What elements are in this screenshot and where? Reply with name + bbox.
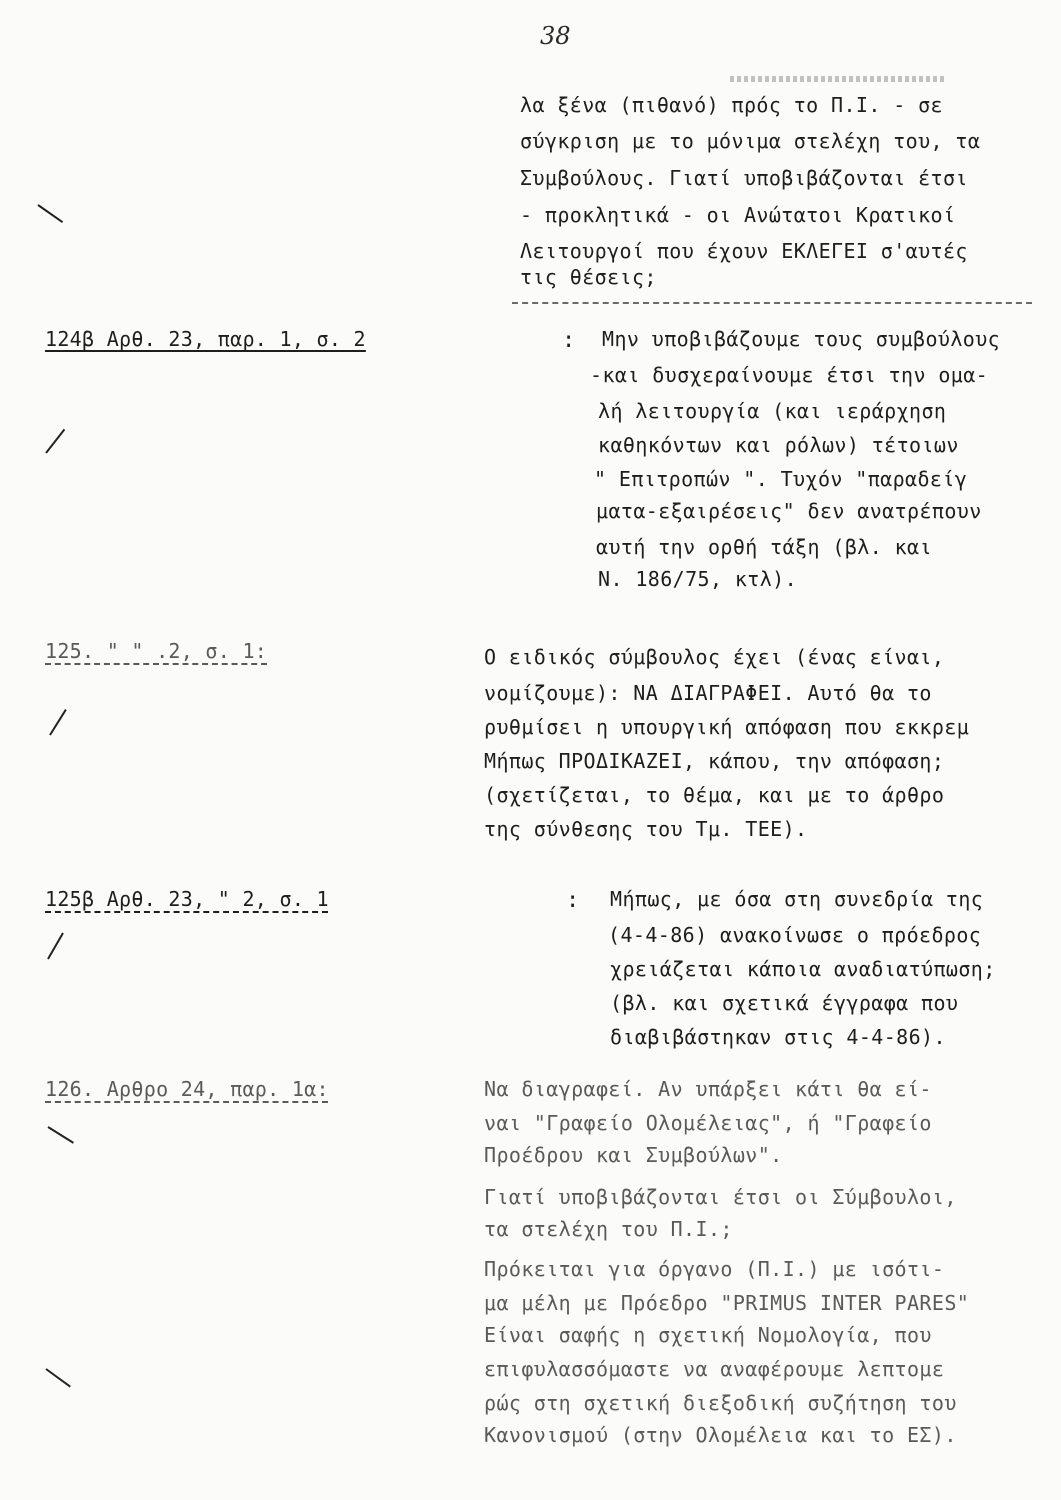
separator-rule — [512, 302, 1032, 304]
entry-text-line: Μήπως, με όσα στη συνεδρία της — [610, 887, 984, 911]
entry-text-line: " Επιτροπών ". Τυχόν "παραδείγ — [594, 467, 968, 491]
entry-reference-text: 124β Αρθ. 23, παρ. 1, σ. 2 — [45, 327, 366, 351]
entry-text-line: ναι "Γραφείο Ολομέλειας", ή "Γραφείο — [484, 1111, 932, 1135]
margin-check-mark — [47, 933, 64, 960]
entry-reference-text: 126. Αρθρο 24, παρ. 1α: — [45, 1077, 329, 1101]
top-text-line: σύγκριση με το μόνιμα στελέχη του, τα — [520, 129, 981, 153]
entry-reference — [45, 888, 329, 910]
top-text-line: Λειτουργοί που έχουν ΕΚΛΕΓΕΙ σ'αυτές — [520, 239, 968, 263]
entry-text-line: Προέδρου και Συμβούλων". — [484, 1143, 783, 1167]
entry-text-line: χρειάζεται κάποια αναδιατύπωση; — [610, 957, 996, 981]
margin-check-mark — [47, 1126, 74, 1144]
entry-text-line: καθηκόντων και ρόλων) τέτοιων — [598, 433, 959, 457]
entry-reference — [45, 640, 267, 662]
entry-text-line: ρυθμίσει η υπουργική απόφαση που εκκρεμ — [484, 715, 970, 739]
margin-check-mark — [49, 709, 67, 736]
top-text-line: λα ξένα (πιθανό) πρός το Π.Ι. - σε — [520, 93, 943, 117]
entry-text-line: μα μέλη με Πρόεδρο "PRIMUS INTER PARES" — [484, 1291, 970, 1315]
margin-check-mark — [37, 204, 63, 223]
entry-text-line: Ο ειδικός σύμβουλος έχει (ένας είναι, — [484, 645, 945, 669]
entry-text-line: ρώς στη σχετική διεξοδική συζήτηση του — [484, 1391, 957, 1415]
entry-reference — [45, 1078, 329, 1100]
entry-text-line: της σύνθεσης του Τμ. ΤΕΕ). — [484, 817, 808, 841]
entry-reference — [45, 328, 366, 350]
entry-text-line: (4-4-86) ανακοίνωσε ο πρόεδρος — [608, 923, 982, 947]
entry-text-line: Κανονισμού (στην Ολομέλεια και το ΕΣ). — [484, 1423, 957, 1447]
entry-text-line: τα στελέχη του Π.Ι.; — [484, 1217, 733, 1241]
entry-text-line: ματα-εξαιρέσεις" δεν ανατρέπουν — [596, 499, 982, 523]
entry-text-line: αυτή την ορθή τάξη (βλ. και — [596, 535, 932, 559]
entry-reference-text: 125β Αρθ. 23, " 2, σ. 1 — [45, 887, 329, 911]
page-number: 38 — [540, 22, 571, 50]
entry-text-line: (βλ. και σχετικά έγγραφα που — [610, 991, 959, 1015]
entry-reference-text: 125. " " .2, σ. 1: — [45, 639, 268, 663]
top-text-line: τις θέσεις; — [520, 265, 657, 289]
entry-text-line: επιφυλασσόμαστε να αναφέρουμε λεπτομε — [484, 1357, 945, 1381]
top-text-line: - προκλητικά - οι Ανώτατοι Κρατικοί — [520, 203, 956, 227]
entry-text-line: Είναι σαφής η σχετική Νομολογία, που — [484, 1323, 932, 1347]
entry-text-line: λή λειτουργία (και ιεράρχηση — [598, 399, 947, 423]
entry-separator: : — [566, 888, 580, 913]
entry-text-line: Μην υποβιβάζουμε τους συμβούλους — [602, 327, 1001, 351]
entry-text-line: Ν. 186/75, κτλ). — [598, 567, 798, 591]
entry-text-line: Πρόκειται για όργανο (Π.Ι.) με ισότι- — [484, 1257, 945, 1281]
entry-text-line: διαβιβάστηκαν στις 4-4-86). — [610, 1025, 946, 1049]
entry-text-line: Να διαγραφεί. Αν υπάρξει κάτι θα εί- — [484, 1077, 932, 1101]
top-text-line: Συμβούλους. Γιατί υποβιβάζονται έτσι — [520, 166, 968, 190]
entry-text-line: Μήπως ΠΡΟΔΙΚΑΖΕΙ, κάπου, την απόφαση; — [484, 749, 945, 773]
entry-text-line: -και δυσχεραίνουμε έτσι την ομα- — [590, 363, 989, 387]
faint-stamp — [730, 76, 945, 82]
margin-check-mark — [45, 429, 65, 454]
margin-check-mark — [45, 1368, 70, 1387]
entry-separator: : — [562, 328, 576, 353]
entry-text-line: Γιατί υποβιβάζονται έτσι οι Σύμβουλοι, — [484, 1185, 957, 1209]
entry-text-line: (σχετίζεται, το θέμα, και με το άρθρο — [484, 783, 945, 807]
entry-text-line: νομίζουμε): ΝΑ ΔΙΑΓΡΑΦΕΙ. Αυτό θα το — [484, 681, 932, 705]
